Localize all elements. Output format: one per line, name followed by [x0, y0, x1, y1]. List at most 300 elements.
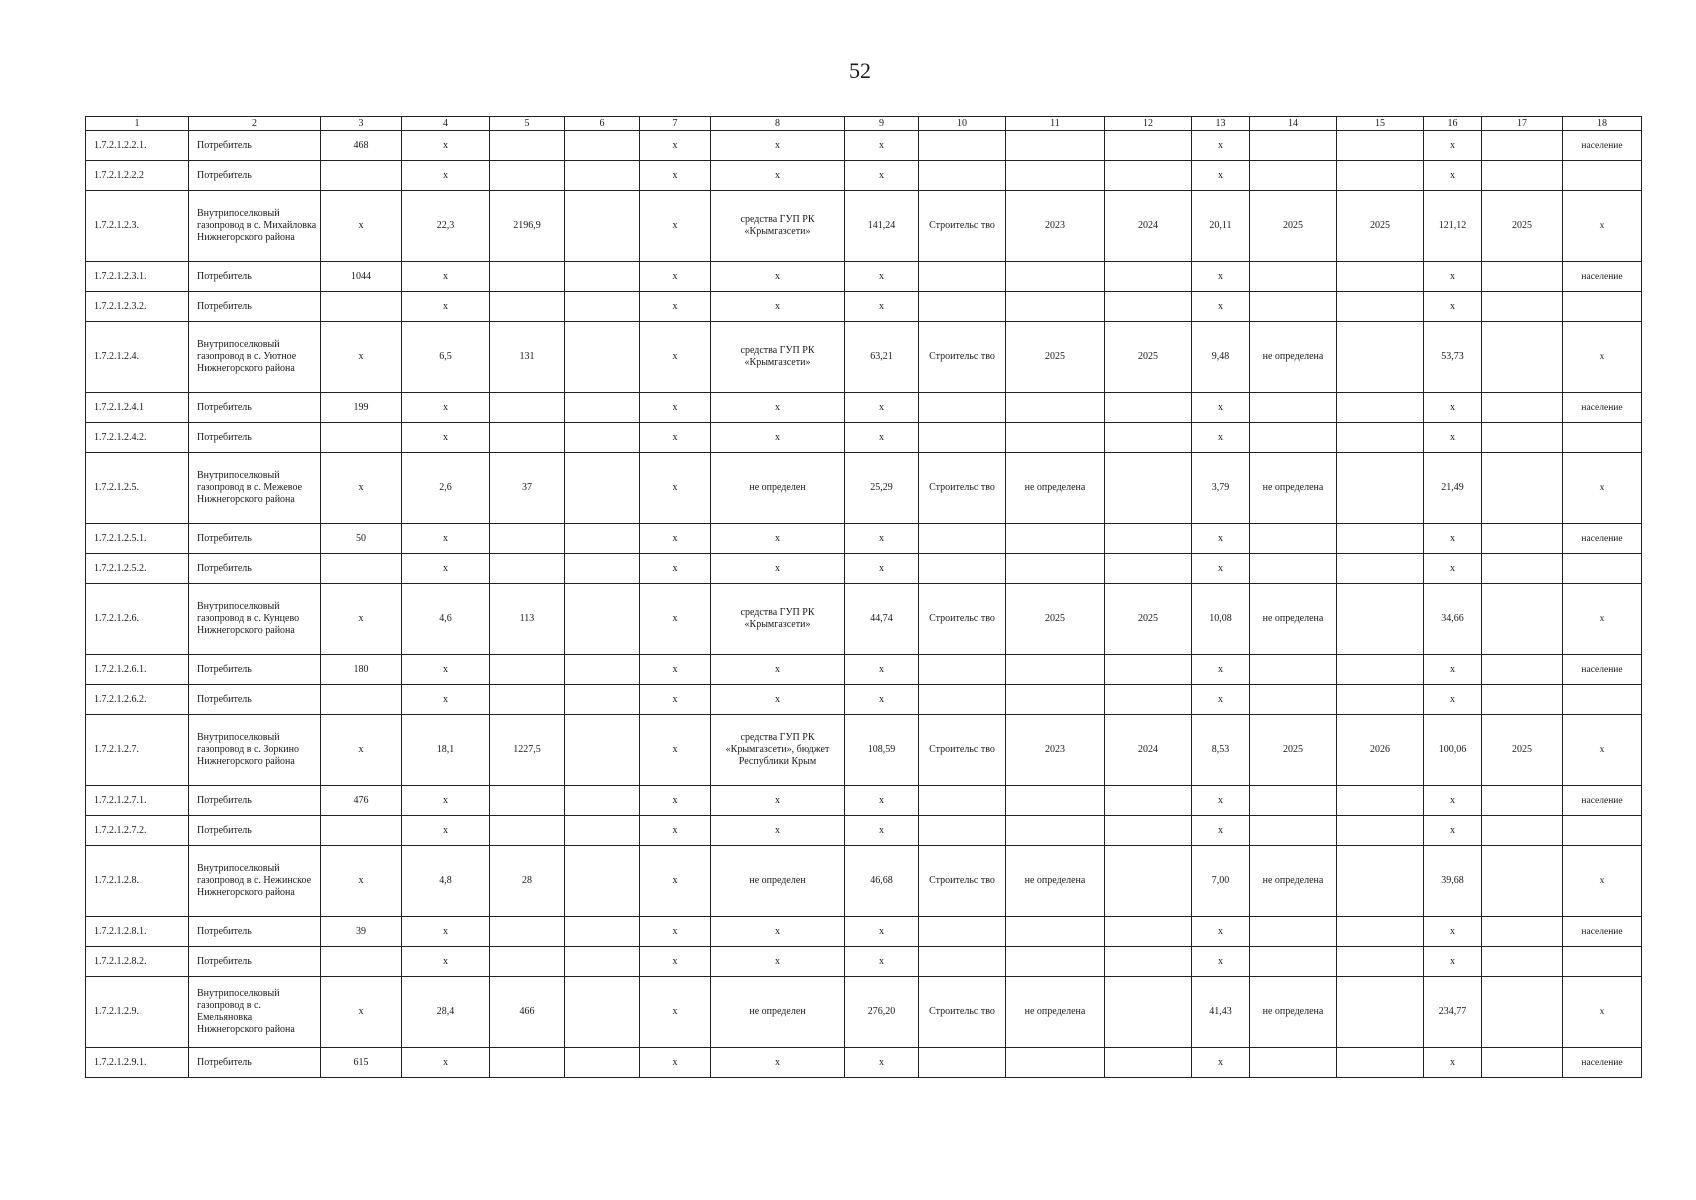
table-cell: x	[1424, 393, 1482, 423]
table-cell: x	[1424, 917, 1482, 947]
table-cell: x	[845, 947, 919, 977]
table-cell: 2025	[1006, 322, 1105, 393]
table-cell: 2023	[1006, 191, 1105, 262]
table-cell: Внутрипоселковый газопровод в с. Уютное Нижнегорского района	[189, 322, 321, 393]
table-cell: x	[1563, 584, 1642, 655]
table-row-pipeline	[86, 191, 1642, 262]
table-cell: 100,06	[1424, 715, 1482, 786]
table-cell	[321, 423, 402, 453]
table-row-consumer	[86, 786, 1642, 816]
table-cell	[1250, 554, 1337, 584]
table-cell	[919, 917, 1006, 947]
table-cell: x	[1192, 554, 1250, 584]
table-cell: Потребитель	[189, 816, 321, 846]
column-header: 14	[1250, 117, 1337, 131]
table-cell: 37	[490, 453, 565, 524]
table-cell: x	[711, 947, 845, 977]
table-cell: x	[1192, 1048, 1250, 1078]
table-cell: x	[711, 524, 845, 554]
table-cell: 121,12	[1424, 191, 1482, 262]
table-cell	[1482, 161, 1563, 191]
table-cell: средства ГУП РК «Крымгазсети»	[711, 322, 845, 393]
table-cell	[565, 423, 640, 453]
column-header: 9	[845, 117, 919, 131]
table-cell	[1250, 786, 1337, 816]
table-cell: x	[640, 453, 711, 524]
table-cell: x	[640, 292, 711, 322]
table-cell: 4,8	[402, 846, 490, 917]
table-cell	[1105, 292, 1192, 322]
table-cell: 10,08	[1192, 584, 1250, 655]
table-cell	[1006, 262, 1105, 292]
table-cell	[1337, 423, 1424, 453]
header-row	[86, 117, 1642, 131]
table-cell	[321, 685, 402, 715]
table-cell	[1337, 655, 1424, 685]
table-cell	[1250, 917, 1337, 947]
table-cell: x	[402, 161, 490, 191]
table-cell	[1337, 786, 1424, 816]
table-cell: не определена	[1250, 584, 1337, 655]
table-cell	[1337, 554, 1424, 584]
table-cell	[1105, 554, 1192, 584]
table-cell	[1337, 524, 1424, 554]
table-cell: население	[1563, 524, 1642, 554]
table-cell	[565, 322, 640, 393]
table-cell: население	[1563, 131, 1642, 161]
table-cell: 18,1	[402, 715, 490, 786]
table-cell: 28	[490, 846, 565, 917]
table-cell: население	[1563, 1048, 1642, 1078]
table-cell	[490, 131, 565, 161]
table-cell: x	[1192, 685, 1250, 715]
table-cell: Потребитель	[189, 554, 321, 584]
column-header: 18	[1563, 117, 1642, 131]
table-row-pipeline	[86, 846, 1642, 917]
table-cell	[1482, 292, 1563, 322]
table-cell	[490, 816, 565, 846]
table-cell	[565, 786, 640, 816]
table-cell	[565, 977, 640, 1048]
table-cell: 2026	[1337, 715, 1424, 786]
table-cell: 25,29	[845, 453, 919, 524]
table-cell: население	[1563, 393, 1642, 423]
table-cell: 22,3	[402, 191, 490, 262]
table-cell	[1337, 846, 1424, 917]
table-cell: не определена	[1006, 846, 1105, 917]
table-cell: не определен	[711, 977, 845, 1048]
table-cell	[1482, 393, 1563, 423]
table-cell: x	[402, 816, 490, 846]
column-header: 16	[1424, 117, 1482, 131]
table-cell: 1.7.2.1.2.8.	[86, 846, 189, 917]
table-cell	[919, 816, 1006, 846]
table-cell: 1.7.2.1.2.9.1.	[86, 1048, 189, 1078]
table-cell: x	[711, 262, 845, 292]
table-cell: x	[321, 453, 402, 524]
table-cell	[1482, 846, 1563, 917]
column-header: 5	[490, 117, 565, 131]
table-cell: Строительс тво	[919, 846, 1006, 917]
table-cell: не определена	[1250, 322, 1337, 393]
table-cell	[1337, 453, 1424, 524]
table-cell	[1482, 786, 1563, 816]
table-cell: x	[402, 393, 490, 423]
table-cell: 1.7.2.1.2.8.2.	[86, 947, 189, 977]
page-number: 52	[849, 58, 871, 83]
table-cell: 50	[321, 524, 402, 554]
table-cell	[321, 947, 402, 977]
table-cell: Потребитель	[189, 786, 321, 816]
table-cell: Потребитель	[189, 917, 321, 947]
table-cell: x	[845, 554, 919, 584]
table-cell	[321, 554, 402, 584]
table-cell: x	[640, 393, 711, 423]
table-cell: Внутрипоселковый газопровод в с. Емельяновка Нижнегорского района	[189, 977, 321, 1048]
table-cell	[565, 393, 640, 423]
data-table	[85, 116, 1642, 1078]
table-cell	[919, 786, 1006, 816]
table-cell: 21,49	[1424, 453, 1482, 524]
column-header: 17	[1482, 117, 1563, 131]
table-cell: 1.7.2.1.2.8.1.	[86, 917, 189, 947]
table-cell	[919, 655, 1006, 685]
column-header: 12	[1105, 117, 1192, 131]
table-cell: 1.7.2.1.2.4.1	[86, 393, 189, 423]
table-cell: x	[1563, 977, 1642, 1048]
table-cell: 141,24	[845, 191, 919, 262]
table-cell	[1006, 292, 1105, 322]
table-cell: x	[845, 917, 919, 947]
table-cell: x	[711, 1048, 845, 1078]
table-cell	[1563, 292, 1642, 322]
table-cell	[1563, 816, 1642, 846]
table-cell	[1006, 1048, 1105, 1078]
table-cell: Потребитель	[189, 423, 321, 453]
table-cell	[490, 292, 565, 322]
table-cell: x	[711, 554, 845, 584]
table-cell: средства ГУП РК «Крымгазсети»	[711, 584, 845, 655]
table-cell: x	[711, 917, 845, 947]
table-cell: 1.7.2.1.2.2.1.	[86, 131, 189, 161]
table-cell	[1006, 786, 1105, 816]
table-cell	[1250, 655, 1337, 685]
table-cell: 1.7.2.1.2.3.	[86, 191, 189, 262]
table-cell: Строительс тво	[919, 977, 1006, 1048]
table-cell	[490, 917, 565, 947]
table-cell: 199	[321, 393, 402, 423]
table-cell: x	[402, 786, 490, 816]
table-cell: 2024	[1105, 715, 1192, 786]
table-cell: x	[1424, 524, 1482, 554]
table-cell	[321, 816, 402, 846]
table-cell: 1.7.2.1.2.4.2.	[86, 423, 189, 453]
table-cell: x	[1424, 947, 1482, 977]
column-header: 4	[402, 117, 490, 131]
table-cell	[565, 262, 640, 292]
table-cell	[565, 846, 640, 917]
table-cell: x	[845, 655, 919, 685]
table-cell: не определена	[1250, 846, 1337, 917]
table-cell	[1337, 322, 1424, 393]
table-row-consumer	[86, 131, 1642, 161]
table-cell: 615	[321, 1048, 402, 1078]
table-cell	[1250, 816, 1337, 846]
table-cell: x	[1192, 655, 1250, 685]
table-cell: 2196,9	[490, 191, 565, 262]
table-cell: Потребитель	[189, 947, 321, 977]
table-cell: 131	[490, 322, 565, 393]
table-cell	[1250, 524, 1337, 554]
column-header: 15	[1337, 117, 1424, 131]
table-cell: 46,68	[845, 846, 919, 917]
table-cell	[1250, 947, 1337, 977]
table-cell	[321, 292, 402, 322]
table-cell: x	[845, 1048, 919, 1078]
table-cell: x	[1192, 131, 1250, 161]
table-cell: x	[1424, 161, 1482, 191]
table-cell: 1.7.2.1.2.3.1.	[86, 262, 189, 292]
table-cell: x	[711, 292, 845, 322]
table-cell	[490, 786, 565, 816]
table-cell: x	[1424, 786, 1482, 816]
table-cell	[919, 161, 1006, 191]
table-cell: не определена	[1250, 977, 1337, 1048]
table-cell: население	[1563, 262, 1642, 292]
table-cell	[1482, 947, 1563, 977]
table-row-consumer	[86, 816, 1642, 846]
table-cell: x	[321, 584, 402, 655]
table-row-consumer	[86, 524, 1642, 554]
table-cell	[490, 655, 565, 685]
table-cell: x	[711, 685, 845, 715]
table-cell	[565, 453, 640, 524]
table-cell: 2025	[1105, 322, 1192, 393]
table-cell: x	[640, 977, 711, 1048]
table-cell: x	[402, 554, 490, 584]
table-cell	[1105, 262, 1192, 292]
table-cell	[1250, 131, 1337, 161]
table-cell: x	[321, 191, 402, 262]
table-cell	[919, 292, 1006, 322]
table-cell: Потребитель	[189, 262, 321, 292]
table-cell: население	[1563, 786, 1642, 816]
table-cell	[1006, 655, 1105, 685]
table-cell: Потребитель	[189, 524, 321, 554]
table-cell: 1.7.2.1.2.6.1.	[86, 655, 189, 685]
table-cell: 7,00	[1192, 846, 1250, 917]
table-cell: x	[711, 816, 845, 846]
table-cell: Строительс тво	[919, 453, 1006, 524]
table-cell	[321, 161, 402, 191]
table-cell: Строительс тво	[919, 584, 1006, 655]
table-cell	[1105, 453, 1192, 524]
table-cell	[1105, 393, 1192, 423]
column-header: 6	[565, 117, 640, 131]
table-cell	[565, 715, 640, 786]
table-cell: x	[640, 1048, 711, 1078]
table-cell	[1337, 947, 1424, 977]
table-row-pipeline	[86, 584, 1642, 655]
table-cell	[1105, 816, 1192, 846]
table-cell: 9,48	[1192, 322, 1250, 393]
table-cell: Внутрипоселковый газопровод в с. Кунцево Нижнегорского района	[189, 584, 321, 655]
table-cell: x	[1424, 262, 1482, 292]
table-cell	[1105, 655, 1192, 685]
table-cell	[1250, 161, 1337, 191]
table-cell	[565, 584, 640, 655]
table-cell: Внутрипоселковый газопровод в с. Зоркино Нижнегорского района	[189, 715, 321, 786]
table-cell: x	[1563, 322, 1642, 393]
table-cell: x	[845, 393, 919, 423]
table-cell: 2025	[1337, 191, 1424, 262]
table-cell: x	[1192, 524, 1250, 554]
table-cell	[1482, 655, 1563, 685]
table-cell	[490, 262, 565, 292]
table-cell: Потребитель	[189, 131, 321, 161]
column-header: 1	[86, 117, 189, 131]
table-cell	[1337, 977, 1424, 1048]
table-cell: x	[845, 292, 919, 322]
table-cell: x	[640, 262, 711, 292]
table-cell	[565, 917, 640, 947]
table-cell	[1250, 685, 1337, 715]
table-cell	[1337, 584, 1424, 655]
table-cell: 1.7.2.1.2.5.	[86, 453, 189, 524]
table-cell: 108,59	[845, 715, 919, 786]
table-cell: 28,4	[402, 977, 490, 1048]
table-cell: 276,20	[845, 977, 919, 1048]
column-header: 3	[321, 117, 402, 131]
table-cell: x	[402, 524, 490, 554]
table-cell: x	[640, 715, 711, 786]
table-row-consumer	[86, 1048, 1642, 1078]
table-cell: не определен	[711, 453, 845, 524]
table-cell	[1006, 947, 1105, 977]
table-cell: 2,6	[402, 453, 490, 524]
table-cell: 1.7.2.1.2.6.	[86, 584, 189, 655]
table-cell: x	[1424, 816, 1482, 846]
table-cell: Строительс тво	[919, 715, 1006, 786]
table-cell: 468	[321, 131, 402, 161]
table-cell	[565, 131, 640, 161]
table-cell	[1482, 262, 1563, 292]
table-cell	[1006, 524, 1105, 554]
table-cell: не определена	[1250, 453, 1337, 524]
table-cell: 1044	[321, 262, 402, 292]
table-cell: 2024	[1105, 191, 1192, 262]
table-cell	[1006, 917, 1105, 947]
table-cell: x	[1424, 554, 1482, 584]
table-cell: 1.7.2.1.2.7.	[86, 715, 189, 786]
table-row-consumer	[86, 917, 1642, 947]
table-cell	[1105, 977, 1192, 1048]
table-row-pipeline	[86, 453, 1642, 524]
table-cell: Внутрипоселковый газопровод в с. Межевое Нижнегорского района	[189, 453, 321, 524]
table-cell: x	[640, 322, 711, 393]
table-cell	[919, 131, 1006, 161]
table-cell	[1482, 816, 1563, 846]
table-cell	[919, 685, 1006, 715]
table-cell: 41,43	[1192, 977, 1250, 1048]
table-cell: 1.7.2.1.2.4.	[86, 322, 189, 393]
column-header: 7	[640, 117, 711, 131]
table-cell: x	[1192, 161, 1250, 191]
table-cell: x	[1424, 655, 1482, 685]
table-cell	[1337, 262, 1424, 292]
table-cell: x	[1563, 715, 1642, 786]
table-cell: x	[1192, 917, 1250, 947]
table-cell: x	[640, 524, 711, 554]
table-cell	[1337, 161, 1424, 191]
table-cell: x	[845, 262, 919, 292]
table-cell	[1105, 161, 1192, 191]
table-cell: x	[711, 655, 845, 685]
table-cell: население	[1563, 655, 1642, 685]
table-cell	[490, 423, 565, 453]
table-cell	[1105, 423, 1192, 453]
table-cell: x	[1424, 1048, 1482, 1078]
table-cell: x	[321, 977, 402, 1048]
table-cell: не определен	[711, 846, 845, 917]
table-cell: 1.7.2.1.2.7.1.	[86, 786, 189, 816]
table-row-consumer	[86, 947, 1642, 977]
table-cell	[490, 554, 565, 584]
table-cell	[565, 685, 640, 715]
table-cell	[1105, 1048, 1192, 1078]
table-cell: x	[1192, 423, 1250, 453]
table-cell	[565, 191, 640, 262]
table-cell	[919, 947, 1006, 977]
table-cell: 1227,5	[490, 715, 565, 786]
table-cell: Потребитель	[189, 292, 321, 322]
table-cell	[565, 816, 640, 846]
table-cell: Строительс тво	[919, 322, 1006, 393]
table-cell	[490, 524, 565, 554]
table-cell	[490, 393, 565, 423]
table-cell: x	[1192, 292, 1250, 322]
table-cell: 466	[490, 977, 565, 1048]
table-cell: 1.7.2.1.2.5.1.	[86, 524, 189, 554]
table-cell	[1006, 554, 1105, 584]
table-cell	[1482, 322, 1563, 393]
table-cell: 6,5	[402, 322, 490, 393]
table-cell: x	[711, 393, 845, 423]
table-cell	[1250, 423, 1337, 453]
table-cell	[1006, 816, 1105, 846]
table-cell: 476	[321, 786, 402, 816]
table-cell	[565, 947, 640, 977]
table-cell: 53,73	[1424, 322, 1482, 393]
table-cell	[1337, 292, 1424, 322]
table-cell	[1250, 262, 1337, 292]
table-cell	[490, 1048, 565, 1078]
table-cell: x	[1192, 816, 1250, 846]
table-cell: x	[711, 131, 845, 161]
table-cell: 63,21	[845, 322, 919, 393]
table-cell: x	[640, 131, 711, 161]
table-cell: x	[640, 423, 711, 453]
table-cell: x	[640, 786, 711, 816]
table-cell	[1482, 917, 1563, 947]
table-cell	[1482, 685, 1563, 715]
table-cell: население	[1563, 917, 1642, 947]
table-cell: x	[1424, 292, 1482, 322]
table-cell: 2025	[1250, 715, 1337, 786]
table-cell	[565, 655, 640, 685]
table-cell: x	[640, 846, 711, 917]
table-cell	[1337, 1048, 1424, 1078]
